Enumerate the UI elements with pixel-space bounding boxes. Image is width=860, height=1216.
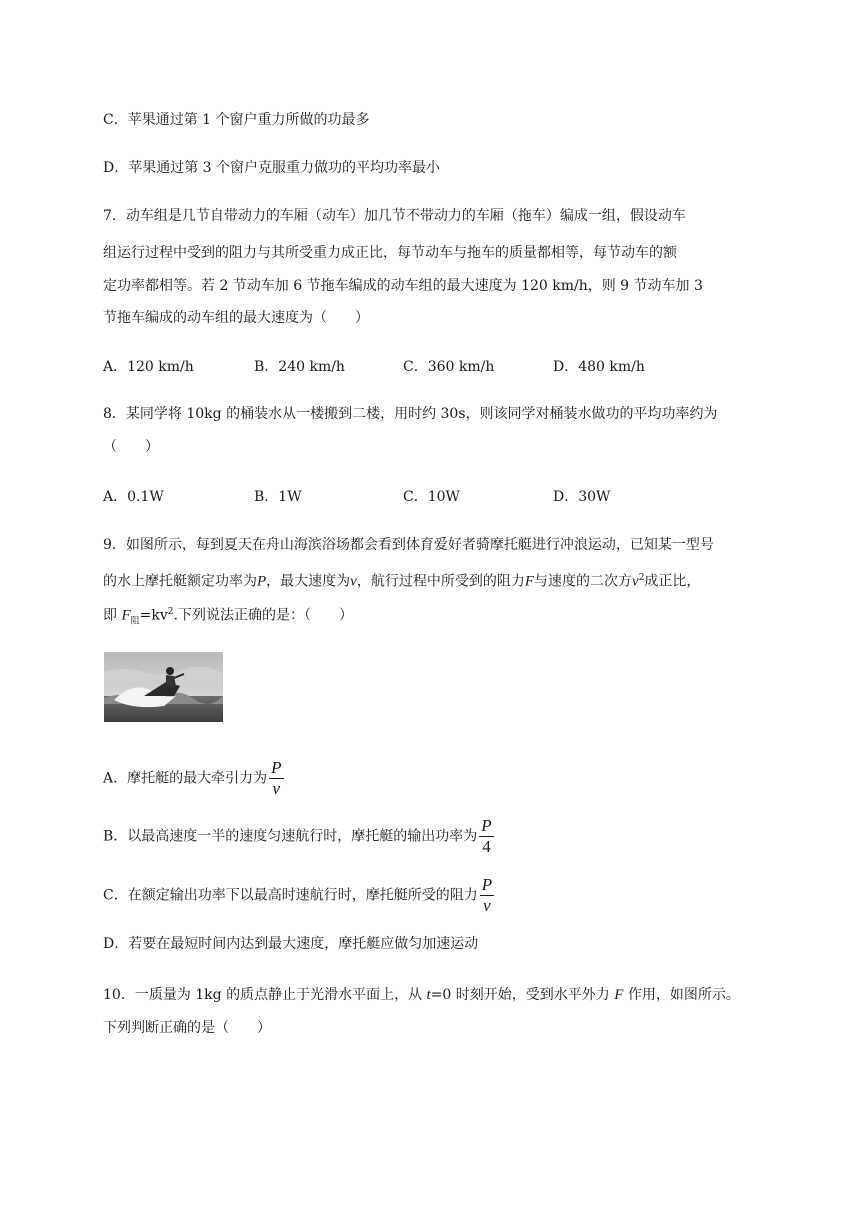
q8-option-a: A．0.1W — [103, 489, 164, 505]
q9-option-d: D．若要在最短时间内达到最大速度，摩托艇应做匀加速运动 — [103, 936, 479, 952]
q9-option-c: C．在额定输出功率下以最高时速航行时，摩托艇所受的阻力 $\frac{P}{v}$ — [103, 875, 493, 915]
q9-option-b: B．以最高速度一半的速度匀速航行时，摩托艇的输出功率为 $\frac{P}{4}$ — [103, 816, 492, 856]
q7-stem-line-4: 节拖车编成的动车组的最大速度为（ ） — [103, 310, 369, 326]
q10-stem-line-1: 10．一质量为 1kg 的质点静止于光滑水平面上，从 t=0 时刻开始，受到水平外力 F 作用，如图所示。 — [103, 987, 740, 1003]
q7-stem-line-2: 组运行过程中受到的阻力与其所受重力成正比，每节动车与拖车的质量都相等，每节动车的额 — [103, 245, 677, 261]
q7-stem-line-3: 定功率都相等。若 2 节动车加 6 节拖车编成的动车组的最大速度为 120 km/h，则 9 节动车加 3 — [103, 278, 703, 294]
q9-stem-line-2: 的水上摩托艇额定功率为P，最大速度为v，航行过程中所受到的阻力F与速度的二次方$v^2$成正比， — [103, 573, 701, 590]
q7-option-d: D．480 km/h — [553, 359, 645, 375]
q7-option-b: B．240 km/h — [254, 359, 345, 375]
q7-stem-line-1: 7．动车组是几节自带动力的车厢（动车）加几节不带动力的车厢（拖车）编成一组，假设动车 — [103, 208, 686, 224]
q9-option-a: A．摩托艇的最大牵引力为 $\frac{P}{v}$ — [103, 758, 282, 798]
q7-option-a: A．120 km/h — [103, 359, 194, 375]
q6-option-c: C．苹果通过第 1 个窗户重力所做的功最多 — [103, 112, 370, 128]
q8-stem-line-2: （ ） — [103, 439, 159, 455]
q8-option-c: C．10W — [403, 489, 460, 505]
q6-option-d: D．苹果通过第 3 个窗户克服重力做功的平均功率最小 — [103, 160, 441, 176]
q10-stem-line-2: 下列判断正确的是（ ） — [103, 1020, 271, 1036]
fraction-p-over-v: $\frac{P}{v}$ — [271, 758, 282, 798]
fraction-p-over-4: $\frac{P}{4}$ — [481, 816, 492, 856]
q8-stem-line-1: 8．某同学将 10kg 的桶装水从一楼搬到二楼，用时约 30s，则该同学对桶装水做功的平均功率约为 — [103, 406, 718, 422]
q8-option-d: D．30W — [553, 489, 611, 505]
q9-stem-line-1: 9．如图所示，每到夏天在舟山海滨浴场都会看到体育爱好者骑摩托艇进行冲浪运动，已知某一型号 — [103, 537, 714, 553]
fraction-p-over-v: $\frac{P}{v}$ — [481, 875, 493, 915]
q8-option-b: B．1W — [254, 489, 302, 505]
jet-ski-photo — [104, 652, 223, 722]
q7-option-c: C．360 km/h — [403, 359, 495, 375]
q9-stem-line-3: 即 $F_阻=kv^2$.下列说法正确的是：（ ） — [103, 607, 353, 627]
